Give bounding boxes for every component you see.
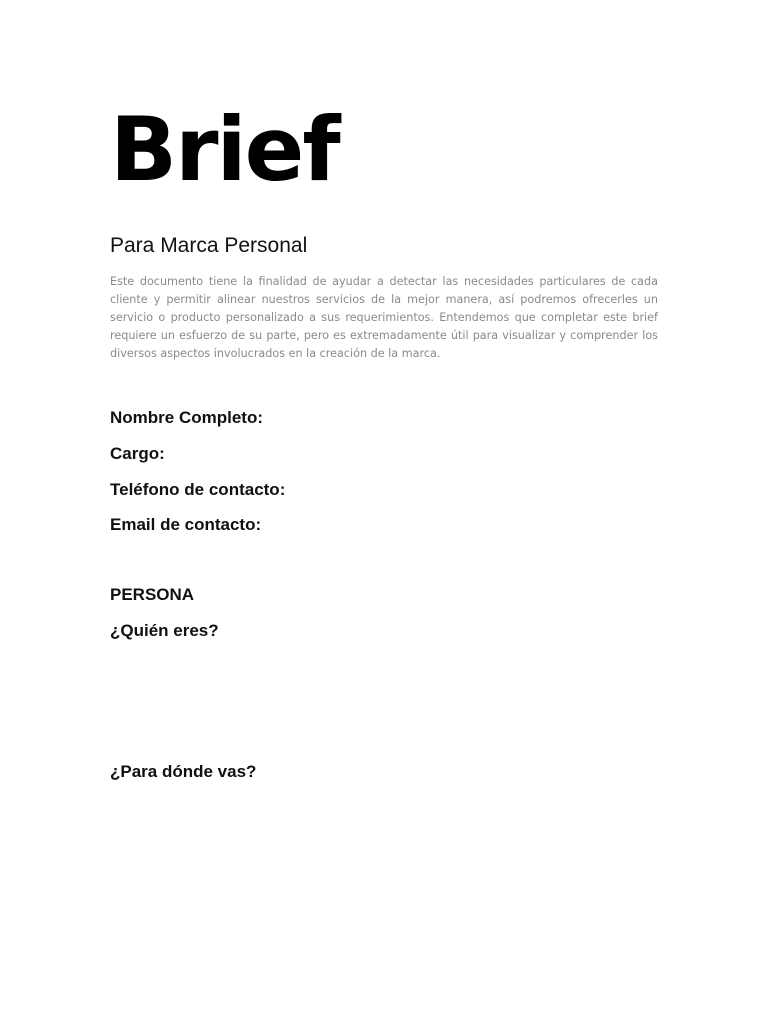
intro-paragraph: Este documento tiene la finalidad de ayudar a detectar las necesidades particulares de cada cliente y permitir alinear nuestros servicios de la mejor manera, así podremos ofrecerles un servicio o producto personalizado a sus requerimientos. Entendemos que completar este brief requiere un esfuerzo de su parte, pero es extremadamente útil para visualizar y comprender los diversos aspectos involucrados en la creación de la marca.	[110, 275, 658, 360]
document-title: Brief	[110, 98, 339, 201]
question-para-donde-vas: ¿Para dónde vas?	[110, 762, 257, 781]
document-page	[110, 0, 658, 1024]
field-label-email: Email de contacto:	[110, 515, 262, 534]
field-label-cargo: Cargo:	[110, 444, 165, 463]
field-label-telefono: Teléfono de contacto:	[110, 480, 286, 499]
field-label-nombre-completo: Nombre Completo:	[110, 408, 263, 427]
question-quien-eres: ¿Quién eres?	[110, 621, 219, 640]
document-subtitle: Para Marca Personal	[110, 234, 308, 257]
section-heading-persona: PERSONA	[110, 585, 195, 604]
